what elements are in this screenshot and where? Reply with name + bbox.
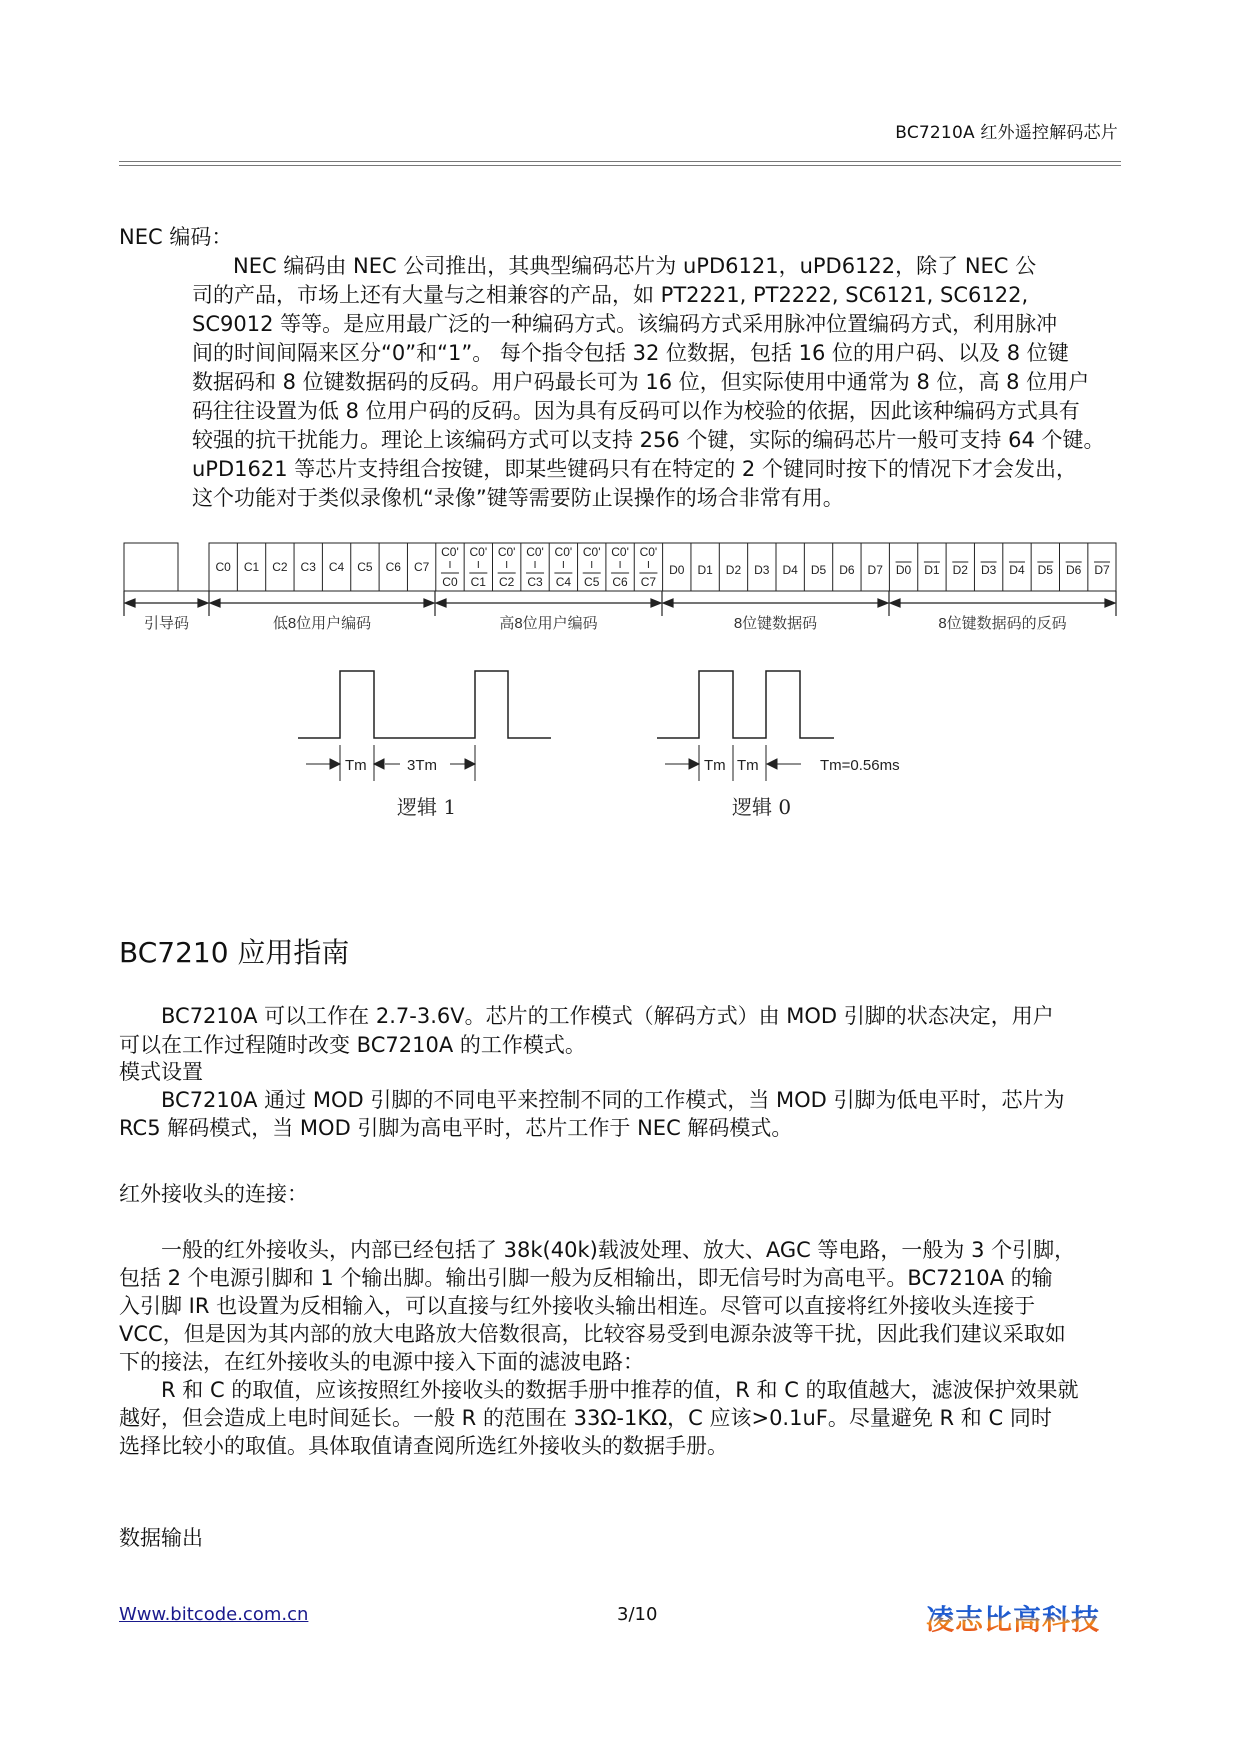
high-user-bit-cell-bottom: C7 — [640, 575, 657, 589]
low-user-bit-cell: C0 — [215, 560, 231, 574]
inverse-data-bit-cell: D4 — [1009, 563, 1025, 577]
ir-line-5: 下的接法，在红外接收头的电源中接入下面的滤波电路： — [119, 1350, 644, 1374]
guide-intro-line-2: 可以在工作过程随时改变 BC7210A 的工作模式。 — [119, 1033, 586, 1057]
low-user-bit-cell: C6 — [385, 560, 401, 574]
data-bit-cell: D4 — [782, 563, 798, 577]
ir-line-2: 包括 2 个电源引脚和 1 个输出脚。输出引脚一般为反相输出，即无信号时为高电平。BC7210A 的输 — [119, 1266, 1053, 1290]
inverse-data-bit-cell: D7 — [1094, 563, 1110, 577]
ir-line-4: VCC，但是因为其内部的放大电路放大倍数很高，比较容易受到电源杂波等干扰，因此我们建议采取如 — [119, 1322, 1066, 1346]
data-output-heading: 数据输出 — [119, 1526, 203, 1550]
low-user-bit-cell: C5 — [357, 560, 373, 574]
nec-line-1: NEC 编码由 NEC 公司推出，其典型编码芯片为 uPD6121，uPD6122，除了 NEC 公 — [233, 254, 1037, 278]
website-link[interactable]: Www.bitcode.com.cn — [119, 1604, 309, 1625]
inverse-data-bit-cell: D1 — [924, 563, 940, 577]
data-bit-cell: D3 — [754, 563, 770, 577]
nec-line-4: 间的时间间隔来区分“0”和“1”。 每个指令包括 32 位数据，包括 16 位的用户码、以及 8 位键 — [192, 341, 1069, 365]
logic0-caption: 逻辑 0 — [732, 795, 792, 819]
high-user-bit-cell-top: C0' — [469, 545, 488, 559]
inverse-data-bit-cell: D5 — [1037, 563, 1053, 577]
nec-line-8: uPD1621 等芯片支持组合按键，即某些键码只有在特定的 2 个键同时按下的情况下才会发出， — [192, 457, 1077, 481]
high-user-bit-cell-top: C0' — [639, 545, 658, 559]
high-user-bit-cell-bottom: C2 — [499, 575, 515, 589]
ir-line-6: R 和 C 的取值，应该按照红外接收头的数据手册中推荐的值，R 和 C 的取值越大，滤波保护效果就 — [161, 1378, 1079, 1402]
nec-line-6: 码往往设置为低 8 位用户码的反码。因为具有反码可以作为校验的依据，因此该种编码方式具有 — [192, 399, 1080, 423]
data-bit-cell: D6 — [839, 563, 855, 577]
high-user-bit-cell-bottom: C6 — [612, 575, 628, 589]
high-user-bit-cell-top: C0' — [497, 545, 516, 559]
timing-diagram — [0, 640, 1240, 840]
high-user-bit-cell-top: C0' — [611, 545, 629, 559]
high-user-bit-cell-bottom: C5 — [584, 575, 600, 589]
nec-frame-diagram — [0, 0, 1240, 640]
segment-label-inverse-data: 8位键数据码的反码 — [938, 615, 1067, 632]
document-header-title: BC7210A 红外遥控解码芯片 — [895, 123, 1118, 143]
guide-title: BC7210 应用指南 — [119, 936, 350, 969]
segment-label-data: 8位键数据码 — [733, 615, 818, 632]
company-logo: 凌志比高科技 — [926, 1598, 1100, 1638]
guide-intro-line-1: BC7210A 可以工作在 2.7-3.6V。芯片的工作模式（解码方式）由 MOD 引脚的状态决定，用户 — [161, 1004, 1054, 1028]
low-user-bit-cell: C1 — [243, 560, 260, 574]
inverse-data-bit-cell: D0 — [895, 563, 912, 577]
high-user-bit-cell-bottom: C3 — [527, 575, 543, 589]
ir-heading: 红外接收头的连接： — [119, 1182, 308, 1206]
high-user-bit-cell-bottom: C4 — [555, 575, 572, 589]
segment-label-leader: 引导码 — [143, 615, 190, 632]
high-user-bit-cell-top: C0' — [526, 545, 544, 559]
mode-line-1: BC7210A 通过 MOD 引脚的不同电平来控制不同的工作模式，当 MOD 引脚为低电平时，芯片为 — [161, 1088, 1065, 1112]
logic1-tm-label: Tm — [345, 757, 367, 774]
mode-heading: 模式设置 — [119, 1060, 203, 1084]
ir-line-7: 越好，但会造成上电时间延长。一般 R 的范围在 33Ω-1KΩ，C 应该>0.1uF。尽量避免 R 和 C 同时 — [119, 1406, 1052, 1430]
ir-line-3: 入引脚 IR 也设置为反相输入，可以直接与红外接收头输出相连。尽管可以直接将红外接收头连接于 — [119, 1294, 1036, 1318]
low-user-bit-cell: C3 — [300, 560, 316, 574]
data-bit-cell: D1 — [697, 563, 713, 577]
segment-label-high-user: 高8位用户编码 — [499, 615, 598, 632]
ir-line-1: 一般的红外接收头，内部已经包括了 38k(40k)载波处理、放大、AGC 等电路，一般为 3 个引脚， — [161, 1238, 1076, 1262]
nec-line-2: 司的产品，市场上还有大量与之相兼容的产品，如 PT2221, PT2222, SC6121, SC6122, — [192, 283, 1029, 307]
nec-heading: NEC 编码： — [119, 225, 233, 249]
high-user-bit-cell-bottom: C0 — [442, 575, 458, 589]
low-user-bit-cell: C4 — [328, 560, 345, 574]
nec-line-3: SC9012 等等。是应用最广泛的一种编码方式。该编码方式采用脉冲位置编码方式，利用脉冲 — [192, 312, 1058, 336]
data-bit-cell: D2 — [725, 563, 742, 577]
mode-line-2: RC5 解码模式，当 MOD 引脚为高电平时，芯片工作于 NEC 解码模式。 — [119, 1116, 793, 1140]
high-user-bit-cell-top: C0' — [582, 545, 601, 559]
high-user-bit-cell-bottom: C1 — [470, 575, 486, 589]
logic1-caption: 逻辑 1 — [397, 795, 457, 819]
ir-line-8: 选择比较小的取值。具体取值请查阅所选红外接收头的数据手册。 — [119, 1434, 728, 1458]
nec-line-5: 数据码和 8 位键数据码的反码。用户码最长可为 16 位，但实际使用中通常为 8 位，高 8 位用户 — [192, 370, 1090, 394]
tm-value-note: Tm=0.56ms — [820, 757, 900, 774]
nec-line-7: 较强的抗干扰能力。理论上该编码方式可以支持 256 个键，实际的编码芯片一般可支持 64 个键。 — [192, 428, 1105, 452]
logic1-3tm-label: 3Tm — [407, 757, 437, 774]
page-number: 3/10 — [617, 1604, 658, 1625]
segment-label-low-user: 低8位用户编码 — [272, 615, 372, 632]
inverse-data-bit-cell: D2 — [952, 563, 968, 577]
data-bit-cell: D5 — [810, 563, 827, 577]
low-user-bit-cell: C2 — [272, 560, 288, 574]
low-user-bit-cell: C7 — [413, 560, 430, 574]
inverse-data-bit-cell: D6 — [1066, 563, 1082, 577]
logic0-tm1-label: Tm — [704, 757, 726, 774]
logic0-tm2-label: Tm — [737, 757, 759, 774]
high-user-bit-cell-top: C0' — [554, 545, 573, 559]
high-user-bit-cell-top: C0' — [441, 545, 459, 559]
data-bit-cell: D7 — [867, 563, 883, 577]
inverse-data-bit-cell: D3 — [980, 563, 997, 577]
nec-line-9: 这个功能对于类似录像机“录像”键等需要防止误操作的场合非常有用。 — [192, 486, 844, 510]
data-bit-cell: D0 — [669, 563, 685, 577]
